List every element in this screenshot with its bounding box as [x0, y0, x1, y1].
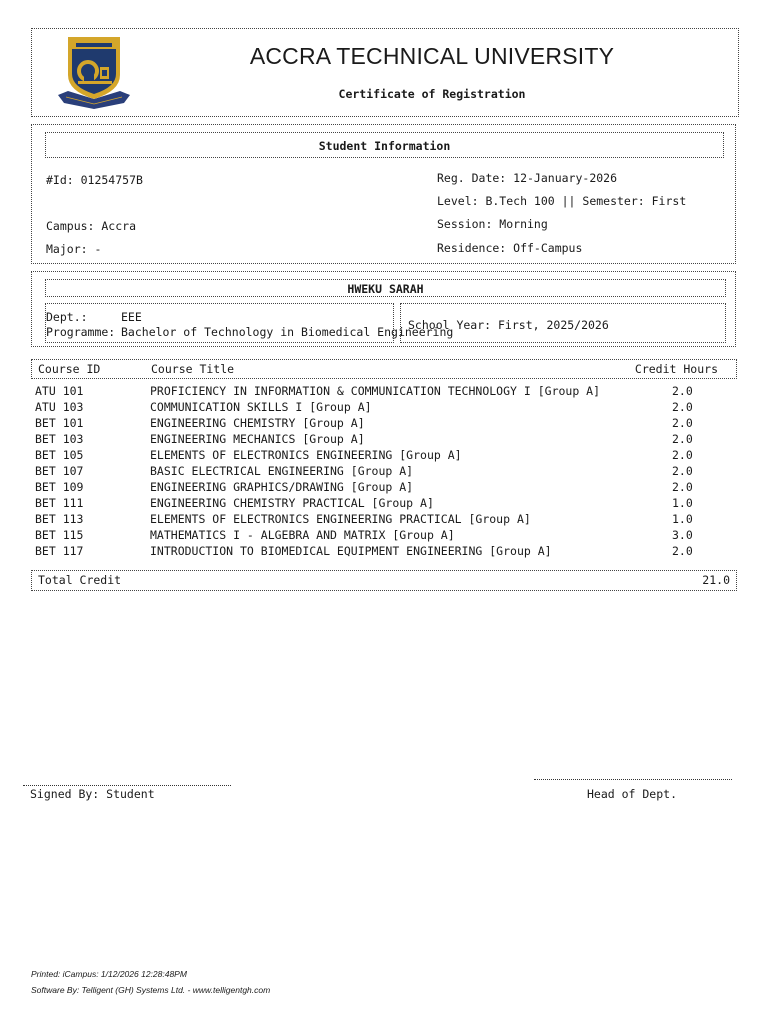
course-title: ENGINEERING CHEMISTRY [Group A]: [150, 416, 365, 430]
head-signature-line: [534, 779, 732, 780]
table-row: [35, 480, 735, 496]
table-row: [35, 448, 735, 464]
student-information-title-box: [45, 132, 724, 158]
residence: Residence: Off-Campus: [437, 241, 583, 255]
course-credit: 3.0: [672, 528, 693, 542]
course-title: ELEMENTS OF ELECTRONICS ENGINEERING [Group A]: [150, 448, 462, 462]
university-name: ACCRA TECHNICAL UNIVERSITY: [249, 43, 615, 69]
certificate-header: [31, 28, 739, 117]
course-id: BET 117: [35, 544, 84, 558]
course-credit: 1.0: [672, 512, 693, 526]
school-year: School Year: First, 2025/2026: [408, 318, 609, 332]
course-table-header: [31, 359, 737, 379]
student-name-box: [45, 279, 726, 297]
course-title: COMMUNICATION SKILLS I [Group A]: [150, 400, 372, 414]
school-year-box: [400, 303, 726, 343]
registration-date: Reg. Date: 12-January-2026: [437, 171, 618, 185]
table-row: [35, 432, 735, 448]
course-id-header: Course ID: [38, 362, 101, 376]
student-name: HWEKU SARAH: [347, 282, 424, 296]
total-credit-label: Total Credit: [38, 573, 122, 587]
table-row: [35, 400, 735, 416]
dept-label: Dept.:: [46, 310, 88, 324]
course-id: ATU 103: [35, 400, 84, 414]
table-row: [35, 384, 735, 400]
course-id: BET 103: [35, 432, 84, 446]
course-title: ELEMENTS OF ELECTRONICS ENGINEERING PRACTICAL [Group A]: [150, 512, 531, 526]
printed-info: Printed: iCampus: 1/12/2026 12:28:48PM: [31, 969, 187, 979]
course-title-header: Course Title: [151, 362, 235, 376]
certificate-title: Certificate of Registration: [338, 87, 526, 101]
course-list: [35, 384, 735, 560]
dept-value: EEE: [121, 310, 142, 324]
course-title: ENGINEERING MECHANICS [Group A]: [150, 432, 365, 446]
course-title: PROFICIENCY IN INFORMATION & COMMUNICATION TECHNOLOGY I [Group A]: [150, 384, 601, 398]
student-signature-label: Signed By: Student: [30, 787, 155, 801]
student-information-title: Student Information: [318, 139, 451, 153]
course-id: BET 101: [35, 416, 84, 430]
major: Major: -: [46, 242, 102, 256]
course-credit: 2.0: [672, 384, 693, 398]
credit-hours-header: Credit Hours: [634, 362, 718, 376]
course-credit: 2.0: [672, 416, 693, 430]
level-semester: Level: B.Tech 100 || Semester: First: [437, 194, 687, 208]
course-credit: 2.0: [672, 544, 693, 558]
course-id: BET 109: [35, 480, 84, 494]
student-id: #Id: 01254757B: [46, 173, 143, 187]
programme-value: Bachelor of Technology in Biomedical Engineering: [121, 325, 454, 339]
table-row: [35, 512, 735, 528]
course-credit: 2.0: [672, 432, 693, 446]
head-signature-label: Head of Dept.: [587, 787, 678, 801]
table-row: [35, 464, 735, 480]
course-id: BET 115: [35, 528, 84, 542]
table-row: [35, 528, 735, 544]
student-information-section: [31, 124, 736, 264]
campus: Campus: Accra: [46, 219, 137, 233]
table-row: [35, 416, 735, 432]
course-id: BET 107: [35, 464, 84, 478]
course-credit: 2.0: [672, 480, 693, 494]
course-title: ENGINEERING GRAPHICS/DRAWING [Group A]: [150, 480, 414, 494]
course-title: ENGINEERING CHEMISTRY PRACTICAL [Group A]: [150, 496, 434, 510]
programme-label: Programme:: [46, 325, 116, 339]
course-title: BASIC ELECTRICAL ENGINEERING [Group A]: [150, 464, 414, 478]
course-id: BET 111: [35, 496, 84, 510]
course-title: MATHEMATICS I - ALGEBRA AND MATRIX [Group A]: [150, 528, 455, 542]
student-programme-section: [31, 271, 736, 347]
software-credit: Software By: Telligent (GH) Systems Ltd. - www.telligentgh.com: [31, 985, 271, 995]
course-credit: 2.0: [672, 400, 693, 414]
session: Session: Morning: [437, 217, 548, 231]
table-row: [35, 496, 735, 512]
course-id: BET 105: [35, 448, 84, 462]
department-box: [45, 303, 454, 343]
course-id: ATU 101: [35, 384, 84, 398]
course-credit: 1.0: [672, 496, 693, 510]
course-credit: 2.0: [672, 464, 693, 478]
total-credit-value: 21.0: [702, 573, 730, 587]
course-credit: 2.0: [672, 448, 693, 462]
course-title: INTRODUCTION TO BIOMEDICAL EQUIPMENT ENGINEERING [Group A]: [150, 544, 552, 558]
table-row: [35, 544, 735, 560]
student-signature-line: [23, 785, 231, 786]
course-id: BET 113: [35, 512, 84, 526]
total-credit-row: [31, 570, 737, 591]
